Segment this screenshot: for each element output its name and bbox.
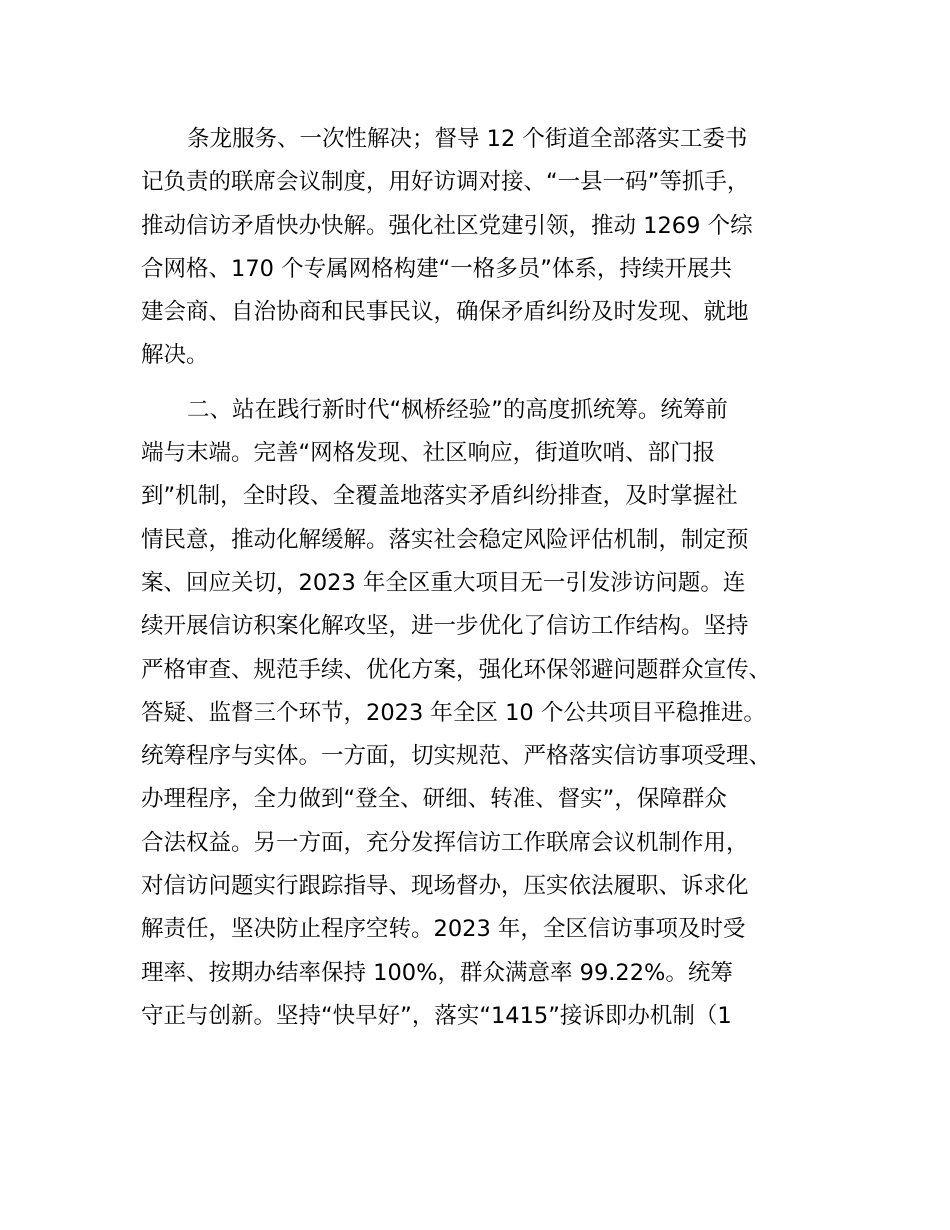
paragraph	[141, 389, 831, 1038]
paragraph-spacing	[141, 378, 831, 389]
text-line: 严格审查、规范手续、优化方案，强化环保邻避问题群众宣传、	[141, 656, 772, 683]
text-line: 情民意，推动化解缓解。落实社会稳定风险评估机制，制定预	[141, 526, 749, 553]
text-line: 解责任，坚决防止程序空转。2023 年，全区信访事项及时受	[141, 916, 746, 943]
text-line: 合网格、170 个专属网格构建“一格多员”体系，持续开展共	[141, 255, 732, 282]
text-line: 推动信访矛盾快办快解。强化社区党建引领，推动 1269 个综	[141, 212, 753, 239]
text-line: 守正与创新。坚持“快早好”，落实“1415”接诉即办机制（1	[141, 1002, 732, 1029]
text-line: 建会商、自治协商和民事民议，确保矛盾纠纷及时发现、就地	[141, 299, 749, 326]
text-line: 办理程序，全力做到“登全、研细、转准、督实”，保障群众	[141, 786, 727, 813]
text-line: 理率、按期办结率保持 100%，群众满意率 99.22%。统筹	[141, 959, 733, 986]
text-line: 端与末端。完善“网格发现、社区响应，街道吹哨、部门报	[141, 440, 716, 467]
text-line: 答疑、监督三个环节，2023 年全区 10 个公共项目平稳推进。	[141, 699, 766, 726]
text-line: 对信访问题实行跟踪指导、现场督办，压实依法履职、诉求化	[141, 873, 749, 900]
document-body	[141, 118, 831, 1038]
paragraph	[141, 118, 831, 378]
text-line: 二、站在践行新时代“枫桥经验”的高度抓统筹。统筹前	[187, 396, 728, 423]
text-line: 合法权益。另一方面，充分发挥信访工作联席会议机制作用，	[141, 829, 749, 856]
text-line: 解决。	[141, 342, 209, 369]
text-line: 案、回应关切，2023 年全区重大项目无一引发涉访问题。连	[141, 569, 746, 596]
text-line: 条龙服务、一次性解决；督导 12 个街道全部落实工委书	[187, 126, 748, 152]
text-line: 统筹程序与实体。一方面，切实规范、严格落实信访事项受理、	[141, 743, 772, 770]
text-line: 续开展信访积案化解攻坚，进一步优化了信访工作结构。坚持	[141, 613, 749, 640]
text-line: 到”机制，全时段、全覆盖地落实矛盾纠纷排查，及时掌握社	[141, 483, 738, 510]
text-line: 记负责的联席会议制度，用好访调对接、“一县一码”等抓手，	[141, 169, 750, 196]
